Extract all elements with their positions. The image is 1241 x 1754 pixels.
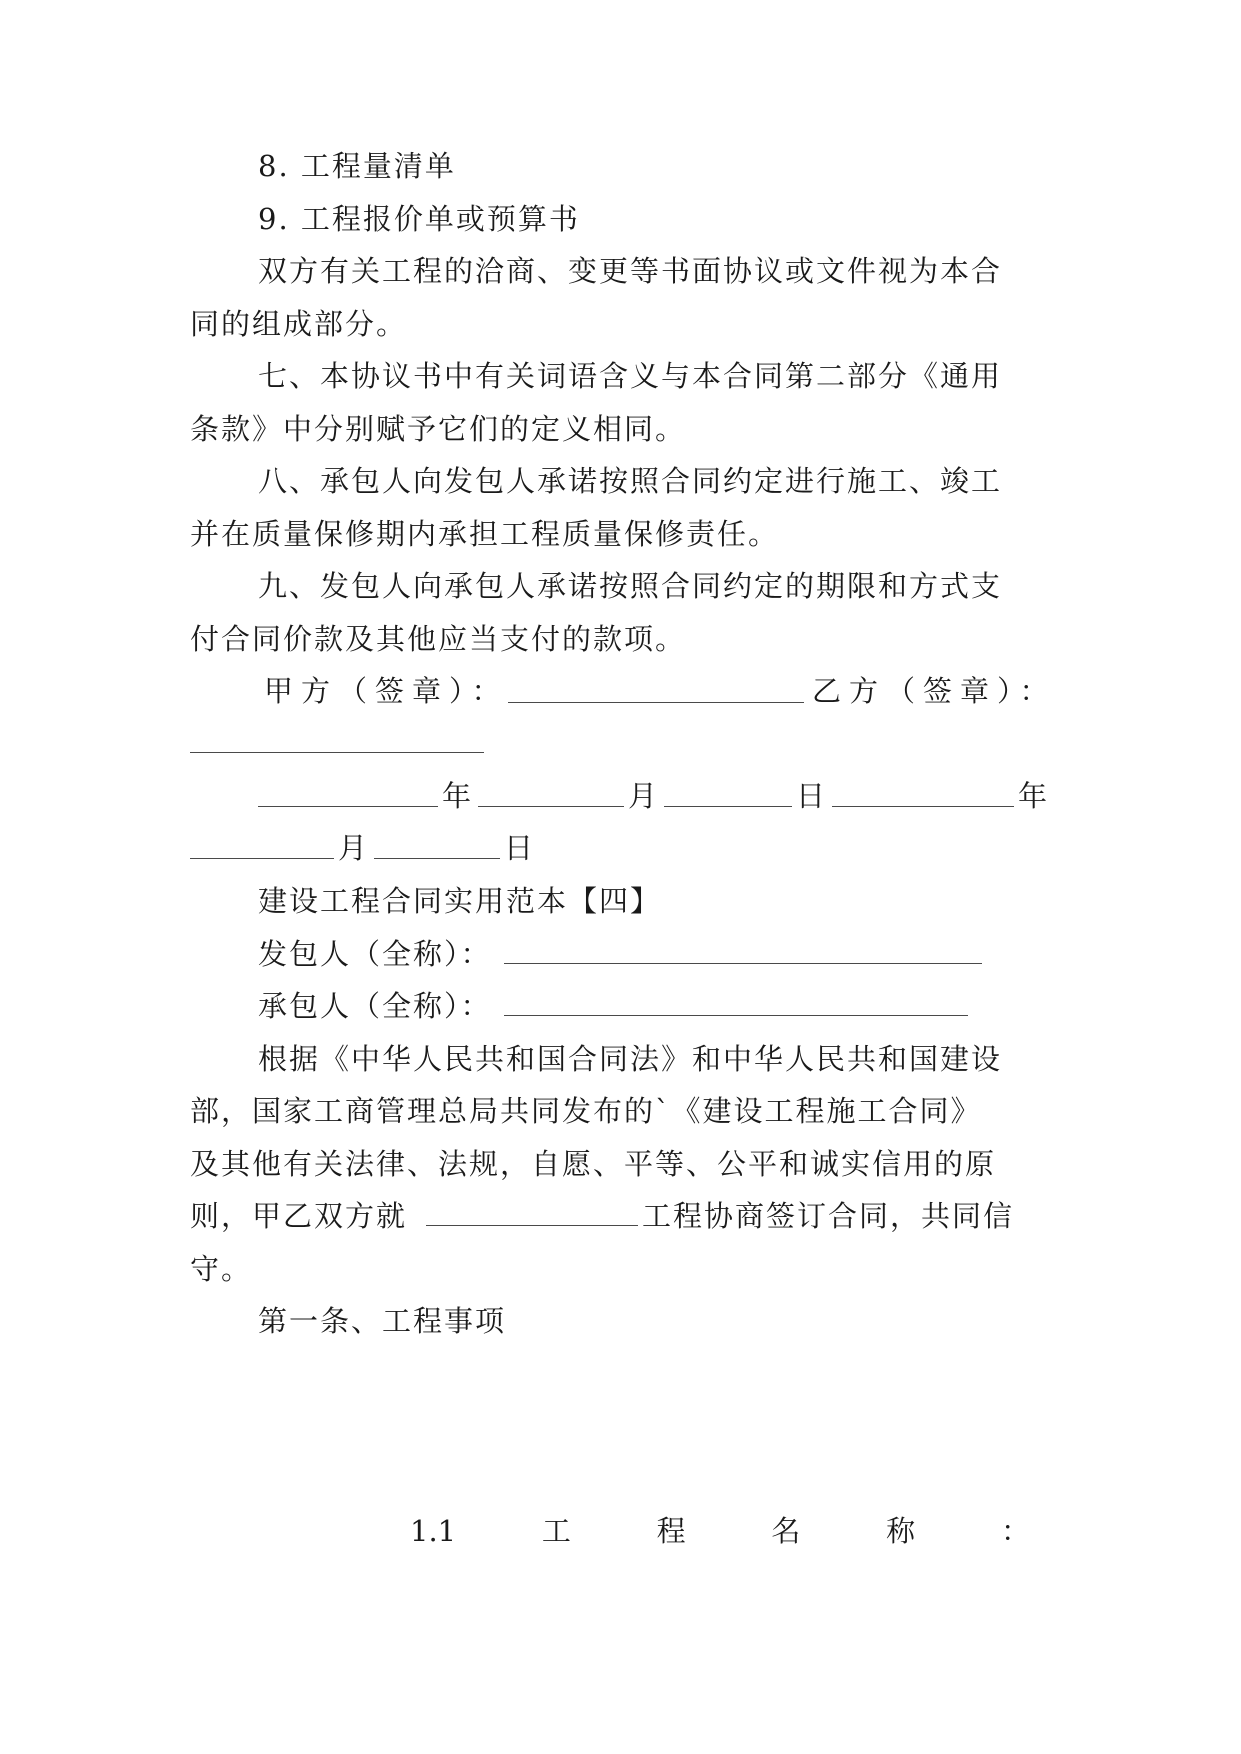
party-b-sign-blank[interactable] (190, 752, 484, 753)
basis-line-post: 工程协商签订合同，共同信 (642, 1199, 1015, 1233)
date-day-blank[interactable] (664, 806, 792, 807)
paragraph-line: 双方有关工程的洽商、变更等书面协议或文件视为本合 (258, 254, 1003, 288)
clause-7-line: 条款》中分别赋予它们的定义相同。 (190, 412, 687, 446)
clause-8-line: 并在质量保修期内承担工程质量保修责任。 (190, 517, 780, 551)
party-a-sign-blank[interactable] (508, 702, 804, 703)
clause-9-line: 九、发包人向承包人承诺按照合同约定的期限和方式支 (258, 569, 1003, 603)
employer-label: 发包人（全称）： (258, 937, 492, 971)
article-1-title: 第一条、工程事项 (258, 1304, 507, 1338)
date-month-label: 月 (628, 779, 660, 813)
contractor-name-blank[interactable] (504, 1015, 968, 1016)
party-a-sign-label: 甲方（签章）： (264, 674, 509, 708)
project-name-colon: ： (1000, 1514, 1030, 1548)
project-name-char: 称 (886, 1514, 916, 1548)
project-name-blank[interactable] (426, 1225, 638, 1226)
basis-line: 根据《中华人民共和国合同法》和中华人民共和国建设 (258, 1042, 1003, 1076)
section-title: 建设工程合同实用范本【四】 (258, 884, 662, 918)
date-year-blank-b[interactable] (832, 806, 1014, 807)
clause-9-line: 付合同价款及其他应当支付的款项。 (190, 622, 687, 656)
list-item-9: 9. 工程报价单或预算书 (258, 202, 580, 236)
date-month-label-b: 月 (338, 831, 370, 865)
clause-7-line: 七、本协议书中有关词语含义与本合同第二部分《通用 (258, 359, 1003, 393)
date-year-blank[interactable] (258, 806, 438, 807)
basis-line: 守。 (190, 1252, 253, 1286)
project-name-label (410, 1511, 1030, 1551)
contractor-label: 承包人（全称）： (258, 989, 492, 1023)
basis-line: 部，国家工商管理总局共同发布的`《建设工程施工合同》 (190, 1094, 982, 1128)
project-name-char: 名 (771, 1514, 801, 1548)
date-day-label-b: 日 (504, 831, 536, 865)
date-year-label-b: 年 (1018, 779, 1050, 813)
basis-line-pre: 则，甲乙双方就 (190, 1199, 408, 1233)
party-b-sign-label: 乙方（签章）： (812, 674, 1057, 708)
date-day-label: 日 (796, 779, 828, 813)
date-month-blank[interactable] (478, 806, 624, 807)
clause-8-line: 八、承包人向发包人承诺按照合同约定进行施工、竣工 (258, 464, 1003, 498)
project-name-number: 1.1 (410, 1514, 457, 1548)
list-item-8: 8. 工程量清单 (258, 149, 456, 183)
paragraph-line: 同的组成部分。 (190, 307, 408, 341)
basis-line: 及其他有关法律、法规，自愿、平等、公平和诚实信用的原 (190, 1147, 997, 1181)
employer-name-blank[interactable] (504, 963, 982, 964)
date-year-label: 年 (442, 779, 474, 813)
project-name-char: 程 (656, 1514, 686, 1548)
date-month-blank-b[interactable] (190, 858, 334, 859)
project-name-char: 工 (541, 1514, 571, 1548)
date-day-blank-b[interactable] (374, 858, 500, 859)
